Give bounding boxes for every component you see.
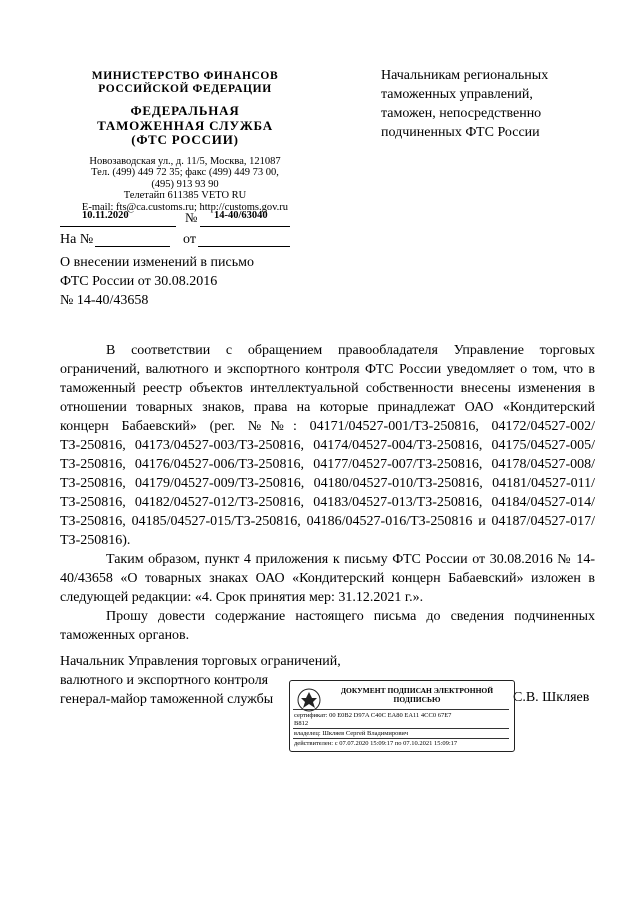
electronic-signature-stamp	[289, 680, 515, 752]
registration-date-underline	[60, 226, 176, 227]
address-line-1: Новозаводская ул., д. 11/5, Москва, 121087	[89, 155, 281, 167]
recipient-line-2: таможенных управлений,	[381, 87, 533, 102]
stamp-divider-2	[293, 728, 509, 729]
signatory-position	[60, 652, 341, 709]
stamp-certificate: сертификат: 00 E0B2 D97A C40C EA80 EA11 4CC0 67E7	[294, 712, 452, 719]
reference-date-label: от	[183, 232, 196, 247]
recipient-block	[381, 66, 611, 142]
address-line-4: Телетайп 611385 VETO RU	[123, 190, 247, 201]
body-paragraph-2: Таким образом, пункт 4 приложения к письму ФТС России от 30.08.2016 № 14-40/43658 «О товарных знаках ОАО «Кондитерский концерн Бабаевский» изложен в следующей редакции: «4. Срок принятия мер: 31.12.2021 г.».	[60, 552, 595, 605]
signatory-position-line-2: валютного и экспортного контроля	[60, 673, 269, 688]
service-line-2: ТАМОЖЕННАЯ СЛУЖБА	[97, 117, 273, 133]
service-line-1: ФЕДЕРАЛЬНАЯ	[130, 103, 240, 118]
stamp-title: ДОКУМЕНТ ПОДПИСАН ЭЛЕКТРОННОЙ ПОДПИСЬЮ	[340, 686, 494, 704]
address-line-3: (495) 913 93 90	[151, 178, 219, 190]
body-paragraph-3: Прошу довести содержание настоящего письма до сведения подчиненных таможенных органов.	[60, 609, 595, 643]
reference-number-underline	[95, 246, 170, 247]
address-line-2: Тел. (499) 449 72 35; факс (499) 449 73 00,	[91, 167, 279, 178]
reference-date-underline	[198, 246, 290, 247]
stamp-divider-3	[293, 738, 509, 739]
stamp-divider-1	[293, 709, 509, 710]
stamp-certificate-cont: B812	[294, 720, 309, 727]
stamp-valid: действителен: с 07.07.2020 15:09:17 по 07.10.2021 15:09:17	[294, 740, 458, 747]
address-line-5: E-mail: fts@ca.customs.ru; http://customs.gov.ru	[81, 201, 289, 213]
registration-number: 14-40/63040	[214, 210, 268, 221]
registration-number-underline	[200, 226, 290, 227]
reference-number-label: На №	[60, 232, 94, 247]
subject-line-3: № 14-40/43658	[60, 293, 149, 308]
letter-body	[60, 341, 595, 645]
subject-line-2: ФТС России от 30.08.2016	[60, 274, 218, 289]
signatory-position-line-1: Начальник Управления торговых ограничений,	[60, 654, 341, 669]
recipient-line-3: таможен, непосредственно	[381, 106, 542, 121]
ministry-line-1: МИНИСТЕРСТВО ФИНАНСОВ	[91, 70, 279, 82]
subject-line-1: О внесении изменений в письмо	[60, 255, 254, 270]
signatory-name: С.В. Шкляев	[513, 690, 590, 705]
registration-date: 10.11.2020	[82, 210, 129, 221]
recipient-line-1: Начальникам региональных	[381, 68, 549, 83]
service-line-3: (ФТС РОССИИ)	[131, 132, 239, 147]
letterhead	[60, 70, 310, 213]
subject-block	[60, 253, 320, 310]
registration-number-sign: №	[185, 210, 198, 225]
ministry-line-2: РОССИЙСКОЙ ФЕДЕРАЦИИ	[98, 83, 272, 95]
stamp-owner: владелец: Шкляев Сергей Владимирович	[294, 730, 409, 737]
recipient-line-4: подчиненных ФТС России	[381, 125, 540, 140]
body-paragraph-1: В соответствии с обращением правообладателя Управление торговых ограничений, валютного и экспортного контроля ФТС России уведомляет о том, что в таможенный реестр объектов интеллектуальной собственности внесены изменения в отношении товарных знаков, права на которые принадлежат ОАО «Кондитерский концерн Бабаевский» (рег. №№: 04171/04527-001/ТЗ-250816, 04172/04527-002/ТЗ-250816, 04173/04527-003/ТЗ-250816, 04174/04527-004/ТЗ-250816, 04175/04527-005/ТЗ-250816, 04176/04527-006/ТЗ-250816, 04177/04527-007/ТЗ-250816, 04178/04527-008/ТЗ-250816, 04179/04527-009/ТЗ-250816, 04180/04527-010/ТЗ-250816, 04181/04527-011/ТЗ-250816, 04182/04527-012/ТЗ-250816, 04183/04527-013/ТЗ-250816, 04184/04527-014/ТЗ-250816, 04185/04527-015/ТЗ-250816, 04186/04527-016/ТЗ-250816 и 04187/04527-017/ТЗ-250816).	[60, 343, 595, 548]
signatory-position-line-3: генерал-майор таможенной службы	[60, 692, 274, 707]
address-block	[60, 156, 310, 214]
